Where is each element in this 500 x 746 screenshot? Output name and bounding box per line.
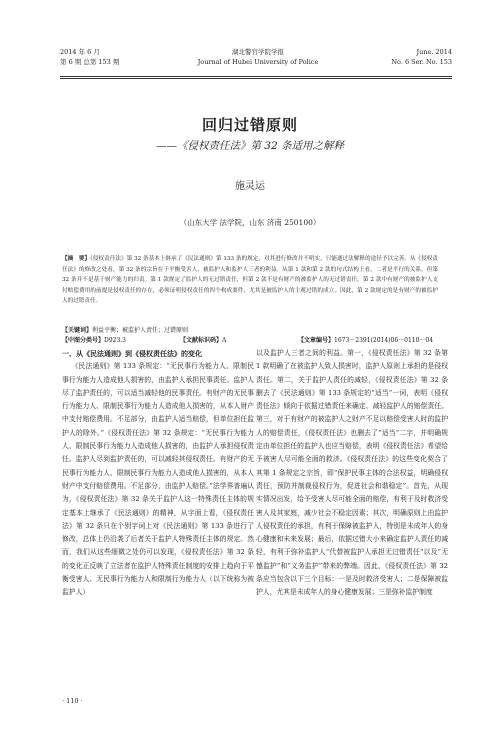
header-issue-en: No. 6 Ser. No. 153: [391, 58, 452, 66]
body-column-right: [256, 347, 448, 600]
header-right: [391, 47, 452, 67]
header-left: [60, 47, 119, 67]
clc-code: D923.3: [104, 337, 127, 344]
page-number: · 110 ·: [62, 697, 83, 705]
keywords-label: 【关键词】: [62, 327, 93, 334]
article-no: 1673－2391(2014)06－0110－04: [334, 337, 434, 344]
clc-label: 【中图分类号】: [62, 337, 105, 344]
article-no-label: 【文章编号】: [298, 337, 335, 344]
header-rule-top: [60, 76, 452, 77]
abstract-label: 【摘 要】: [62, 256, 91, 262]
header-rule-bottom: [60, 78, 452, 79]
abstract: [62, 254, 438, 307]
abstract-text: 《侵权责任法》第 32 条基本上继承了《民法通则》第 133 条的规定，对其进行修改并不明实，只能通过法解释的途径予以完善。从《侵权责任法》的修改之处看，第 32 条的宗旨在于平衡受害人、被监护人和监护人三者的利益。从第 1 款和第 2 款的句式结构上看，二者是平行的关系，但第 32 条并不是基于财产能力的归责。第 1 款规定了监护人的无过错责任，但第 2 款不是有财产的被监护人的无过错责任。第 2 款中有财产的被监护人支付赔偿费用的前提是侵权责任的存在，必须证明侵权责任的四个构成要件，尤其是被监护人的主观过错的成立。因此，第 2 款规定的是有财产的被监护人的过错责任。: [62, 256, 438, 304]
journal-name-en: Journal of Hubei University of Police: [197, 58, 319, 66]
article-author: 施灵运: [235, 181, 265, 192]
author-affiliation: （山东大学 法学院，山东 济南 250100）: [179, 218, 321, 227]
article-subtitle: ——《侵权责任法》第 32 条适用之解释: [155, 140, 345, 152]
section-heading: 一、从《民法通则》到《侵权责任法》的变化: [62, 349, 202, 358]
body-paragraph: 以及监护人三者之间的利益。第一，《侵权责任法》第 32 条第 1 款明确了在被监护人致人损害时，监护人原则上承担的是侵权责任。第二，关于监护人责任的减轻，《侵权责任法》第 32 条删去了《民法通则》第 133 条规定的“适当”一词，表明《侵权责任法》倾向于依据过错责任来确定、减轻监护人的赔偿责任。第三，对于有财产的被监护人之财产不足以赔偿受害人时的监护人的赔偿责任，《侵权责任法》也删去了“适当”二字，并明确规定由单位担任的监护人也应当赔偿，表明《侵权责任法》希望给予被害人尽可能全面的救济。《侵权责任法》的这些变化契合了其第 1 条规定之宗旨，即“保护民事主体的合法权益，明确侵权责任，预防并制裁侵权行为，促进社会和谐稳定”。首先，从现实情况出发，给予受害人尽可能全面的赔偿，有利于及时救济受害人及其家庭，减少社会不稳定因素；其次，明确原则上由监护人侵权责任的承担，有利于保障被监护人，特别是未成年人的身心健康和未来发展；最后，依据过错大小来确定监护人责任的减轻，有利于弥补监护人“代替被监护人承担无过错责任”以及“无憾监护”和“义务监护”带来的弊端。因此，《侵权责任法》第 32 条应当包含以下三个目标：一是及时救济受害人；二是保障被监护人，尤其是未成年人的身心健康发展；三是弥补监护制度: [256, 349, 448, 597]
header-date: 2014 年 6 月: [60, 48, 100, 56]
body-column-left: [62, 347, 254, 600]
body-paragraph: 《民法通则》第 133 条规定：“无民事行为能力人、限制民事行为能力人造成他人损害的，由监护人承担民事责任。监护人尽了监护责任的，可以适当减轻他的民事责任。有财产的无民事行为能力人、限制民事行为能力人造成他人损害的，从本人财产中支付赔偿费用。不足部分，由监护人适当赔偿，但单位担任监护人的除外。”《侵权责任法》第 32 条规定：“无民事行为能力人、限制民事行为能力人造成他人损害的，由监护人承担侵权责任。监护人尽到监护责任的，可以减轻其侵权责任。有财产的无民事行为能力人、限制民事行为能力人造成他人损害的，从本人财产中支付赔偿费用。不足部分，由监护人赔偿。”法学界普遍认为，《侵权责任法》第 32 条关于监护人这一特殊责任主体的规定基本上继承了《民法通则》的精神，从字面上看，《侵权责任法》第 32 条只在个别字词上对《民法通则》第 133 条进行了修改，总体上仍沿袭了后者关于监护人特殊责任主体的规定。然而，我们从这些细微之处仍可以发现，《侵权责任法》第 32 条的变化正反映了立法者在监护人特殊责任制度的安排上趋向于平衡受害人、无民事行为能力人和限制行为能力人（以下统称为被监护人）: [62, 362, 254, 597]
header-center: [178, 47, 338, 67]
header-issue: 第 6 期 总第 153 期: [60, 58, 120, 66]
running-header: [60, 47, 452, 75]
header-date-en: June. 2014: [416, 48, 452, 56]
article-title: 回归过错原则: [201, 116, 298, 134]
keywords: 利益平衡；被监护人责任；过错原则: [92, 327, 189, 334]
doc-code: A: [222, 337, 227, 344]
journal-name-cn: 湖北警官学院学报: [232, 48, 284, 56]
doc-code-label: 【文献标识码】: [180, 337, 223, 344]
